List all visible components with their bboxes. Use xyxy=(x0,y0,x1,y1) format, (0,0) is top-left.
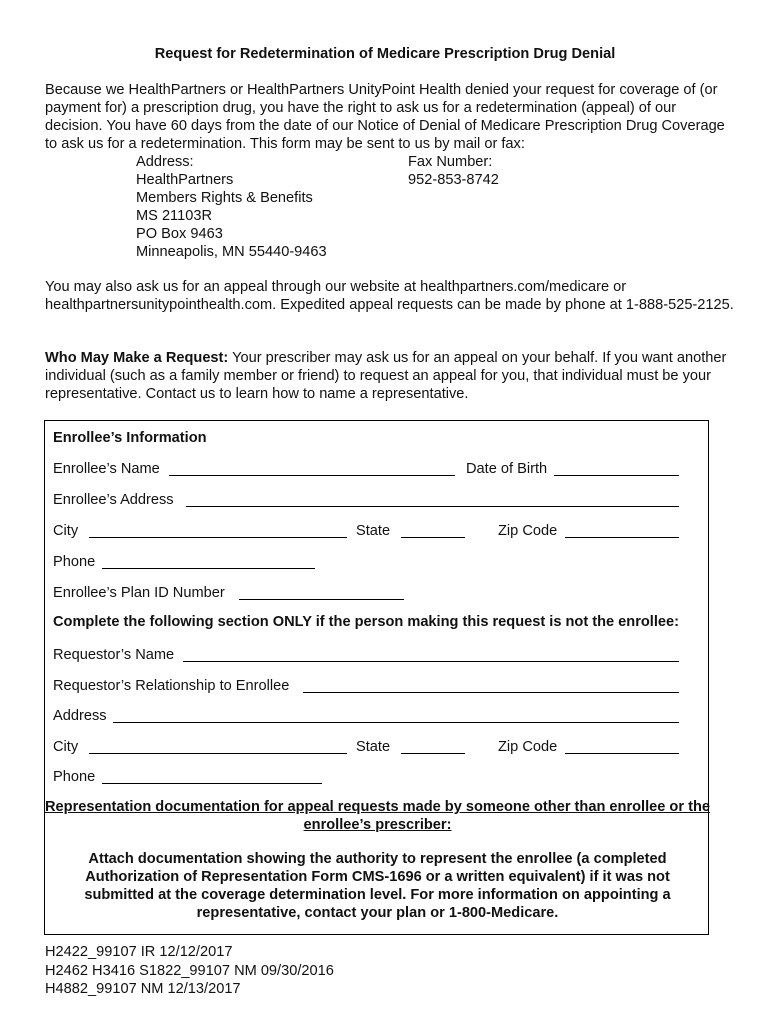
attach-documentation-note: Attach documentation showing the authority to represent the enrollee (a completed Authorization of Representation Form CMS-1696 or a written equivalent) if it was not submitted at the coverage determination level. For more information on appointing a representative, contact your plan or 1-800-Medicare. xyxy=(84,851,671,921)
enrollee-address-row xyxy=(53,490,693,510)
address-line: Minneapolis, MN 55440-9463 xyxy=(136,244,327,260)
relationship-field[interactable] xyxy=(303,692,679,693)
fax-block xyxy=(408,153,499,189)
phone-label: Phone xyxy=(53,554,96,570)
city-field[interactable] xyxy=(89,537,347,538)
address-label: Address: xyxy=(136,154,194,170)
state-label: State xyxy=(356,739,391,755)
relationship-label: Requestor’s Relationship to Enrollee xyxy=(53,678,290,694)
enrollee-name-row xyxy=(53,459,693,479)
form-code: H2422_99107 IR 12/12/2017 xyxy=(45,944,233,960)
fax-number: 952-853-8742 xyxy=(408,172,499,188)
requestor-zip-field[interactable] xyxy=(565,753,679,754)
relationship-row xyxy=(53,676,693,696)
phone-field[interactable] xyxy=(102,568,315,569)
enrollee-address-field[interactable] xyxy=(186,506,679,507)
plan-id-label: Enrollee’s Plan ID Number xyxy=(53,585,225,601)
address-line: Members Rights & Benefits xyxy=(136,190,313,206)
intro-paragraph: Because we HealthPartners or HealthPartners UnityPoint Health denied your request for coverage of (or payment for) a prescription drug, you have the right to ask us for a redetermination (appeal) of our decision. You have 60 days from the date of our Notice of Denial of Medicare Prescription Drug Coverage to ask us for a redetermination. This form may be sent to us by mail or fax: xyxy=(45,82,725,152)
zip-label: Zip Code xyxy=(498,739,558,755)
who-text: Your prescriber may ask us for an appeal on your behalf. If you want another individual (such as a family member or friend) to request an appeal for you, that individual must be your representative. Contact us to learn how to name a representative. xyxy=(45,350,727,402)
website-paragraph: You may also ask us for an appeal through our website at healthpartners.com/medicare or healthpartnersunitypointhealth.com. Expedited appeal requests can be made by phone at 1-888-525-2125. xyxy=(45,279,734,313)
requestor-phone-field[interactable] xyxy=(102,783,322,784)
requestor-address-field[interactable] xyxy=(113,722,679,723)
zip-label: Zip Code xyxy=(498,523,558,539)
enrollee-name-label: Enrollee’s Name xyxy=(53,461,160,477)
city-label: City xyxy=(53,523,79,539)
address-line: PO Box 9463 xyxy=(136,226,223,242)
enrollee-city-row xyxy=(53,521,693,541)
requestor-city-row xyxy=(53,737,693,757)
requestor-section-instruction: Complete the following section ONLY if the person making this request is not the enrollee: xyxy=(53,614,679,630)
address-line: HealthPartners xyxy=(136,172,234,188)
requestor-address-row xyxy=(53,706,693,726)
who-may-request-paragraph xyxy=(45,349,735,403)
plan-id-field[interactable] xyxy=(239,599,404,600)
requestor-name-field[interactable] xyxy=(183,661,679,662)
enrollee-name-field[interactable] xyxy=(169,475,455,476)
requestor-phone-row xyxy=(53,767,693,787)
state-field[interactable] xyxy=(401,537,465,538)
phone-label: Phone xyxy=(53,769,96,785)
requestor-city-field[interactable] xyxy=(89,753,347,754)
mailing-address xyxy=(136,153,327,261)
requestor-name-row xyxy=(53,645,693,665)
address-line: MS 21103R xyxy=(136,208,212,224)
fax-label: Fax Number: xyxy=(408,154,493,170)
plan-id-row xyxy=(53,583,693,603)
requestor-address-label: Address xyxy=(53,708,107,724)
requestor-name-label: Requestor’s Name xyxy=(53,647,175,663)
dob-label: Date of Birth xyxy=(466,461,548,477)
representation-heading: Representation documentation for appeal requests made by someone other than enrollee or the enrollee’s prescriber: xyxy=(45,799,710,833)
city-label: City xyxy=(53,739,79,755)
who-heading: Who May Make a Request: xyxy=(45,350,229,366)
requestor-state-field[interactable] xyxy=(401,753,465,754)
dob-field[interactable] xyxy=(554,475,679,476)
section-title: Enrollee’s Information xyxy=(53,430,207,446)
form-code: H4882_99107 NM 12/13/2017 xyxy=(45,981,241,997)
enrollee-form-box xyxy=(44,420,709,935)
form-code: H2462 H3416 S1822_99107 NM 09/30/2016 xyxy=(45,962,334,979)
enrollee-address-label: Enrollee’s Address xyxy=(53,492,174,508)
form-codes xyxy=(45,943,334,999)
enrollee-phone-row xyxy=(53,552,693,572)
page-title: Request for Redetermination of Medicare Prescription Drug Denial xyxy=(154,46,616,62)
state-label: State xyxy=(356,523,391,539)
zip-field[interactable] xyxy=(565,537,679,538)
